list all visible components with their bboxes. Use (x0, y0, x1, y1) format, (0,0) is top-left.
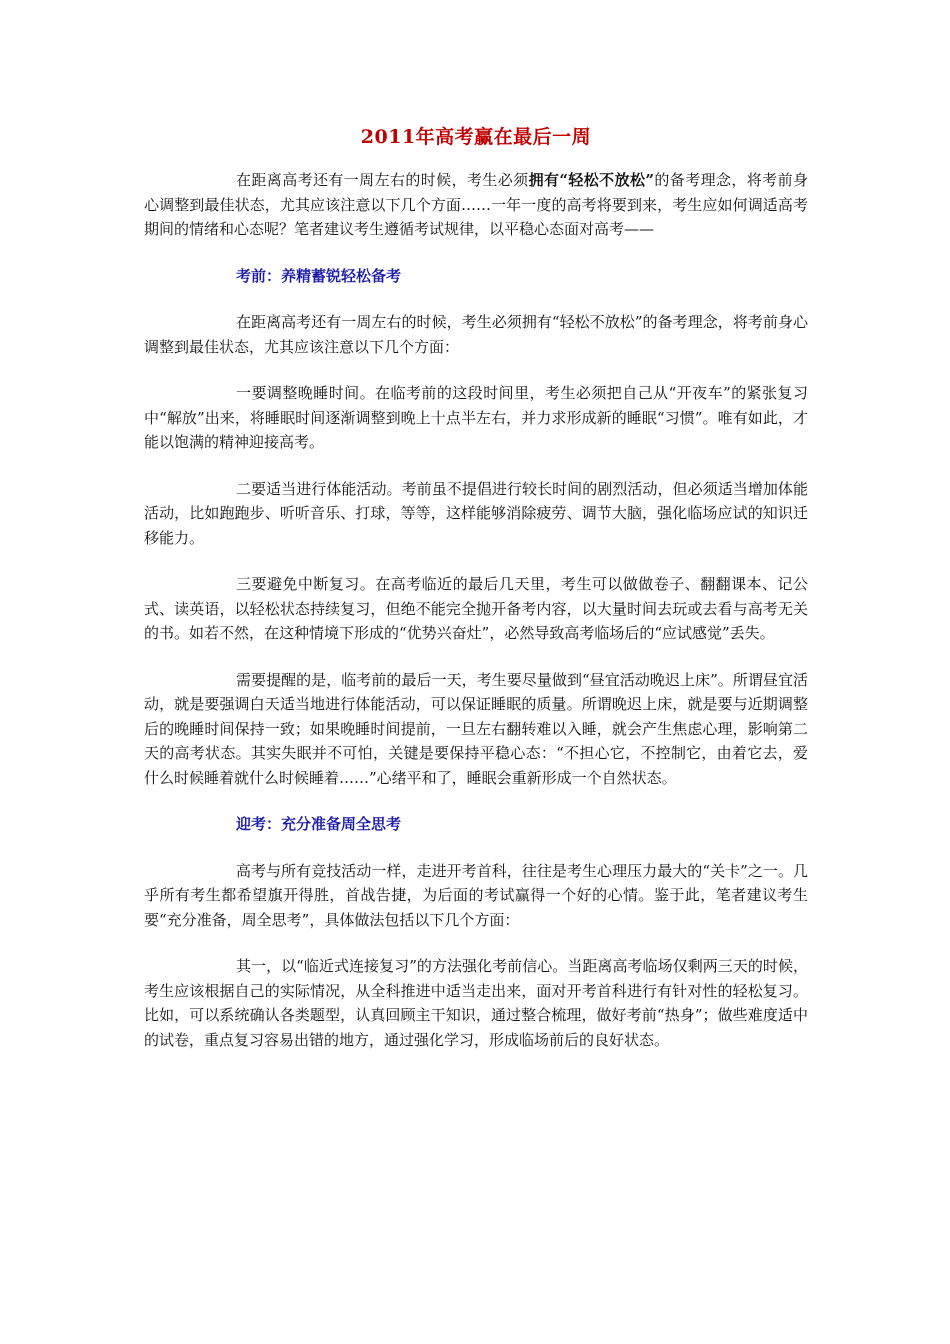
section-heading-exam: 迎考：充分准备周全思考 (236, 815, 402, 833)
body-paragraph: 其一，以“临近式连接复习”的方法强化考前信心。当距离高考临场仅剩两三天的时候，考生应该根据自己的实际情况，从全科推进中适当走出来，面对开考首科进行有针对性的轻松复习。比如，可以系统确认各类题型，认真回顾主干知识，通过整合梳理，做好考前“热身”；做些难度适中的试卷，重点复习容易出错的地方，通过强化学习，形成临场前后的良好状态。 (144, 957, 808, 1049)
intro-text-end: 的备考理念，将考前身心调整到最佳状态，尤其应该注意以下几个方面……一年一度的高考将要到来，考生应如何调适高考期间的情绪和心态呢？笔者建议考生遵循考试规律，以平稳心态面对高考—— (144, 171, 808, 238)
body-paragraph: 在距离高考还有一周左右的时候，考生必须拥有“轻松不放松”的备考理念，将考前身心调整到最佳状态，尤其应该注意以下几个方面： (144, 313, 808, 356)
body-paragraph: 需要提醒的是，临考前的最后一天，考生要尽量做到“昼宜活动晚迟上床”。所谓昼宜活动，就是要强调白天适当地进行体能活动，可以保证睡眠的质量。所谓晚迟上床，就是要与近期调整后的晚睡时间保持一致；如果晚睡时间提前，一旦左右翻转难以入睡，就会产生焦虑心理，影响第二天的高考状态。其实失眠并不可怕，关键是要保持平稳心态：“不担心它，不控制它，由着它去，爱什么时候睡着就什么时候睡着……”心绪平和了，睡眠会重新形成一个自然状态。 (144, 670, 808, 787)
document-title: 2011年高考赢在最后一周 (360, 126, 592, 148)
body-paragraph: 三要避免中断复习。在高考临近的最后几天里，考生可以做做卷子、翻翻课本、记公式、读英语，以轻松状态持续复习，但绝不能完全抛开备考内容，以大量时间去玩或去看与高考无关的书。如若不然，在这种情境下形成的“优势兴奋灶”，必然导致高考临场后的“应试感觉”丢失。 (144, 575, 808, 642)
section-heading-before-exam: 考前：养精蓄锐轻松备考 (236, 266, 402, 285)
intro-text-start: 在距离高考还有一周左右的时候，考生必须 (236, 171, 529, 189)
intro-paragraph (144, 168, 808, 242)
body-paragraph: 高考与所有竞技活动一样，走进开考首科，往往是考生心理压力最大的“关卡”之一。几乎所有考生都希望旗开得胜，首战告捷，为后面的考试赢得一个好的心情。鉴于此，笔者建议考生要“充分准备，周全思考”，具体做法包括以下几个方面： (144, 861, 808, 929)
body-paragraph: 一要调整晚睡时间。在临考前的这段时间里，考生必须把自己从“开夜车”的紧张复习中“解放”出来，将睡眠时间逐渐调整到晚上十点半左右，并力求形成新的睡眠“习惯”。唯有如此，才能以饱满的精神迎接高考。 (144, 384, 808, 451)
body-paragraph: 二要适当进行体能活动。考前虽不提倡进行较长时间的剧烈活动，但必须适当增加体能活动，比如跑跑步、听听音乐、打球，等等，这样能够消除疲劳、调节大脑，强化临场应试的知识迁移能力。 (144, 479, 808, 547)
document-page (144, 0, 808, 1052)
intro-emphasis: 拥有“轻松不放松” (528, 171, 654, 189)
